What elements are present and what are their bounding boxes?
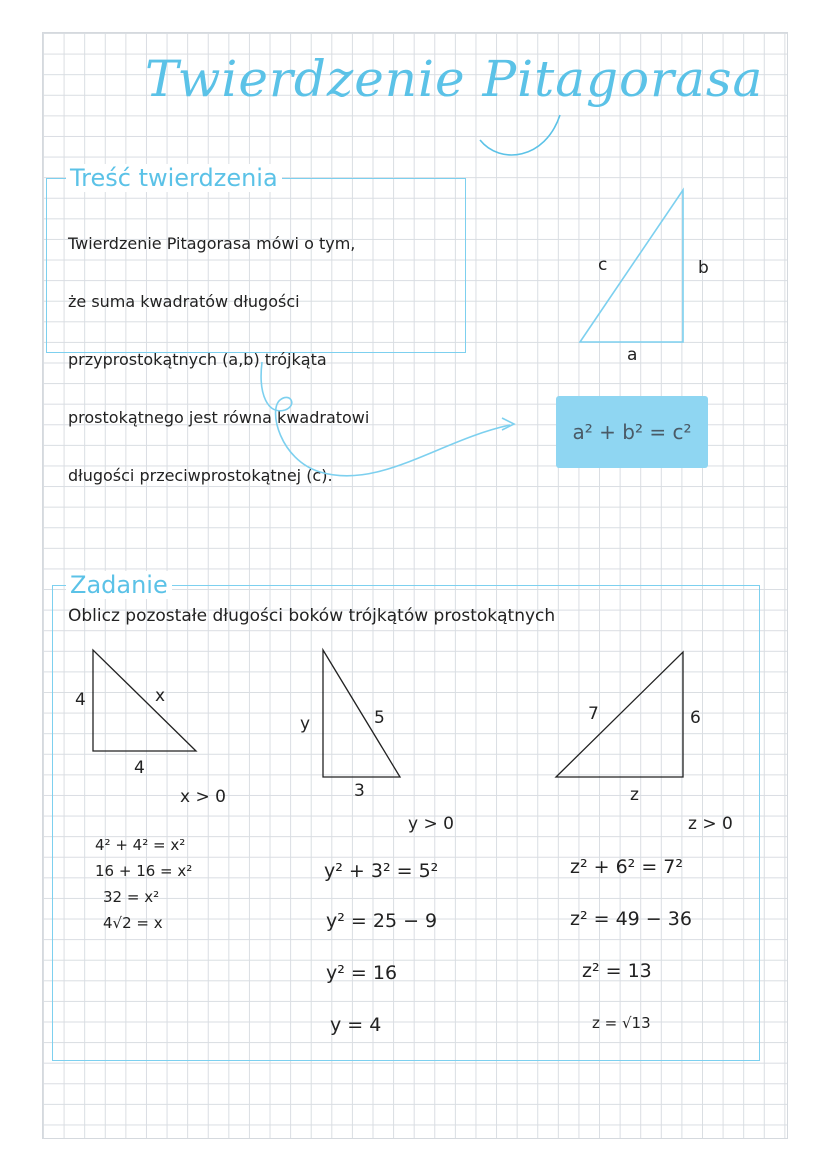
p1-step-2: 16 + 16 = x² [95,862,193,880]
p1-step-4: 4√2 = x [103,914,163,932]
p1-bottom-label: 4 [134,758,145,778]
title-flourish [480,115,560,155]
p1-step-1: 4² + 4² = x² [95,836,186,854]
theorem-line: Twierdzenie Pitagorasa mówi o tym, [68,234,356,253]
label-a: a [627,345,638,365]
p3-step-3: z² = 13 [582,960,652,982]
p1-condition: x > 0 [180,787,226,807]
p2-step-1: y² + 3² = 5² [324,860,439,882]
p2-condition: y > 0 [408,814,454,834]
p2-step-3: y² = 16 [326,962,398,984]
p1-step-3: 32 = x² [103,888,160,906]
p3-right-label: 6 [690,708,701,728]
p2-step-2: y² = 25 − 9 [326,910,438,932]
p2-step-4: y = 4 [330,1014,382,1036]
theorem-line: prostokątnego jest równa kwadratowi [68,408,370,427]
p2-bottom-label: 3 [354,781,365,801]
theorem-line: przyprostokątnych (a,b) trójkąta [68,350,327,369]
theorem-heading: Treść twierdzenia [66,164,282,192]
theorem-line: długości przeciwprostokątnej (c). [68,466,333,485]
arrow-head [502,418,514,430]
formula: a² + b² = c² [572,420,692,444]
reference-triangle [580,190,683,342]
formula-box [556,396,708,468]
p1-left-label: 4 [75,690,86,710]
label-c: c [598,255,608,275]
p2-hyp-label: 5 [374,708,385,728]
task-box [52,585,760,1061]
p3-condition: z > 0 [688,814,733,834]
p3-step-1: z² + 6² = 7² [570,856,683,878]
task-instruction: Oblicz pozostałe długości boków trójkątów prostokątnych [68,606,556,626]
task-heading: Zadanie [66,571,172,599]
p3-step-4: z = √13 [592,1014,651,1032]
theorem-line: że suma kwadratów długości [68,292,300,311]
p3-bottom-label: z [630,785,639,805]
p1-hyp-label: x [155,686,166,706]
p3-hyp-label: 7 [588,704,599,724]
arrow-curve [261,362,510,476]
page-title: Twierdzenie Pitagorasa [145,50,764,108]
p2-left-label: y [300,714,311,734]
p3-step-2: z² = 49 − 36 [570,908,692,930]
label-b: b [698,258,709,278]
